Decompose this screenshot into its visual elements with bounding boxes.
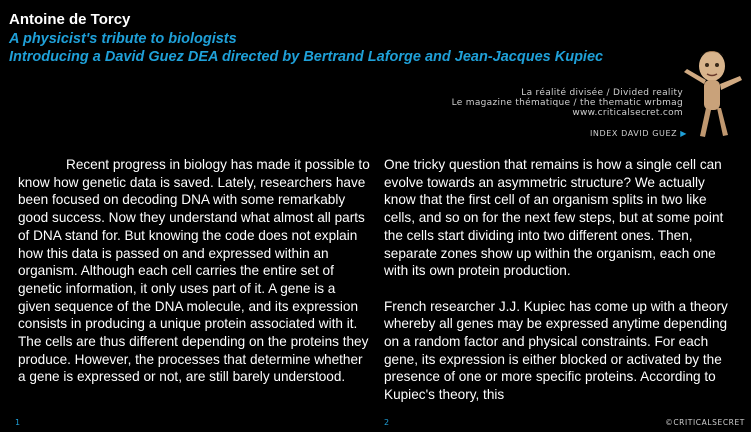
page-number-2[interactable]: 2 <box>384 418 390 427</box>
magazine-info <box>452 88 683 118</box>
triangle-right-icon: ▶ <box>680 129 687 138</box>
column-2 <box>384 156 736 404</box>
column-2-paragraph-2: French researcher J.J. Kupiec has come up with a theory whereby all genes may be expressed anytime depending on a random factor and physical constraints. For each gene, its expression is either blocked or activated by the presence of one or more specific proteins. According to Kupiec's theory, this <box>384 298 728 403</box>
copyright: ©CRITICALSECRET <box>665 418 745 427</box>
column-1-paragraph: Recent progress in biology has made it possible to know how genetic data is saved. Lately, researchers have been focused on decoding DNA with some remarkably good success. Now they understand what almost all parts of DNA stand for. But knowing the code does not explain how this data is passed on and expressed within an organism. Although each cell carries the entire set of genetic information, it only uses part of it. A gene is a given sequence of the DNA molecule, and its expression consists in producing a unique protein associated with it. The cells are thus different depending on the proteins they produce. However, the processes that determine whether a gene is expressed or not, are still barely understood. <box>18 157 370 385</box>
magazine-title: La réalité divisée / Divided reality <box>521 88 683 98</box>
article-subtitle-2: Introducing a David Guez DEA directed by Bertrand Laforge and Jean-Jacques Kupiec <box>9 49 604 65</box>
figurine-icon <box>676 44 751 140</box>
column-1 <box>18 156 370 386</box>
index-david-guez-link[interactable] <box>590 129 687 138</box>
page-number-1[interactable]: 1 <box>15 418 21 427</box>
article-subtitle: A physicist's tribute to biologists <box>9 31 237 47</box>
author-name: Antoine de Torcy <box>9 11 131 28</box>
magazine-tagline: Le magazine thématique / the thematic wrbmag <box>451 98 683 108</box>
magazine-url[interactable]: www.criticalsecret.com <box>572 108 683 118</box>
index-link-label: INDEX DAVID GUEZ <box>589 129 678 138</box>
column-2-paragraph-1: One tricky question that remains is how a single cell can evolve towards an asymmetric structure? We actually know that the first cell of an organism splits in two like cells, and so on for the next few steps, but at some point the cells start dividing into two different ones. Then, separate zones show up within the organism, each one with its own protein production. <box>384 157 724 279</box>
